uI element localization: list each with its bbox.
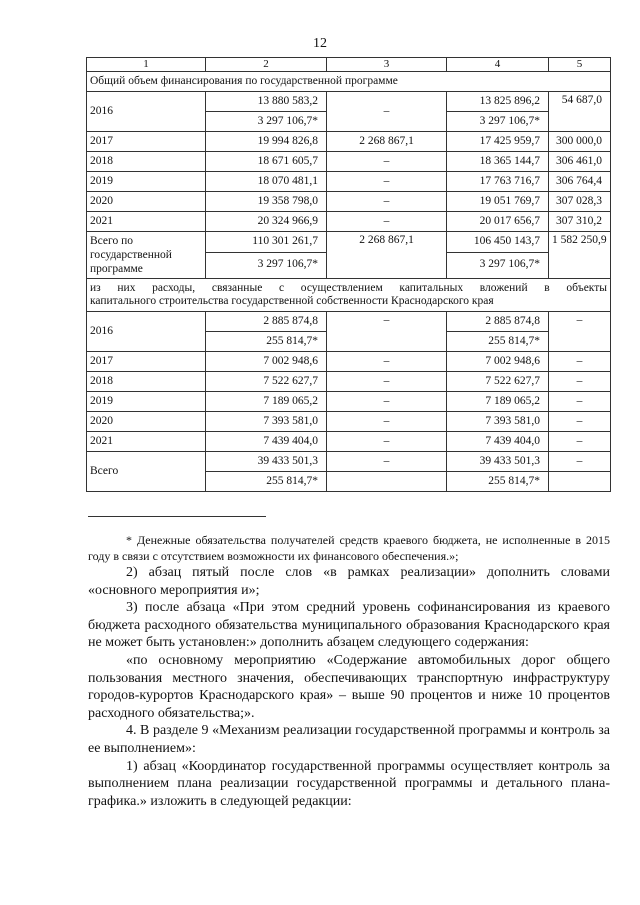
cell bbox=[549, 472, 611, 492]
year-cell: 2021 bbox=[87, 211, 206, 231]
cell: – bbox=[327, 91, 447, 131]
cell: – bbox=[549, 432, 611, 452]
cell: – bbox=[549, 352, 611, 372]
financing-table bbox=[86, 57, 611, 492]
cell: 255 814,7* bbox=[447, 332, 549, 352]
cell: 307 028,3 bbox=[549, 191, 611, 211]
cell: 106 450 143,7 bbox=[447, 231, 549, 252]
cell: 110 301 261,7 bbox=[206, 231, 327, 252]
cell: 17 763 716,7 bbox=[447, 171, 549, 191]
footnote: * Денежные обязательства получателей средств краевого бюджета, не исполненные в 2015 году в связи с отсутствием возможности их финансового обеспечения.»; bbox=[88, 533, 610, 563]
col-header: 5 bbox=[549, 58, 611, 72]
year-cell: 2016 bbox=[87, 91, 206, 131]
section-title-row bbox=[87, 71, 611, 91]
cell: 7 393 581,0 bbox=[447, 412, 549, 432]
cell: 306 764,4 bbox=[549, 171, 611, 191]
cell: 7 522 627,7 bbox=[447, 372, 549, 392]
table-row bbox=[87, 191, 611, 211]
cell: 7 439 404,0 bbox=[206, 432, 327, 452]
total-label-line: программе bbox=[90, 262, 143, 275]
cell: 2 268 867,1 bbox=[327, 131, 447, 151]
section-title-row bbox=[87, 278, 611, 311]
cell: 7 393 581,0 bbox=[206, 412, 327, 432]
cell: 255 814,7* bbox=[447, 472, 549, 492]
cell: – bbox=[327, 312, 447, 352]
cell: – bbox=[549, 312, 611, 352]
cell: 13 825 896,2 bbox=[447, 91, 549, 111]
cell: – bbox=[327, 412, 447, 432]
col-header: 4 bbox=[447, 58, 549, 72]
cell: 20 324 966,9 bbox=[206, 211, 327, 231]
cell: 3 297 106,7* bbox=[447, 111, 549, 131]
cell: 39 433 501,3 bbox=[206, 452, 327, 472]
year-cell: 2019 bbox=[87, 392, 206, 412]
section2-title-line: из них расходы, связанные с осуществлением капитальных вложений в объекты bbox=[90, 281, 607, 294]
cell: 255 814,7* bbox=[206, 472, 327, 492]
table-row bbox=[87, 131, 611, 151]
year-cell: 2018 bbox=[87, 372, 206, 392]
cell: 2 885 874,8 bbox=[206, 312, 327, 332]
year-cell: 2017 bbox=[87, 352, 206, 372]
total-label-line: Всего по bbox=[90, 234, 133, 247]
body-text bbox=[88, 532, 610, 810]
cell: – bbox=[327, 352, 447, 372]
cell: 307 310,2 bbox=[549, 211, 611, 231]
cell: 13 880 583,2 bbox=[206, 91, 327, 111]
table-row bbox=[87, 352, 611, 372]
cell: – bbox=[549, 412, 611, 432]
cell: 306 461,0 bbox=[549, 151, 611, 171]
cell: 3 297 106,7* bbox=[447, 252, 549, 278]
cell: 3 297 106,7* bbox=[206, 252, 327, 278]
cell: 54 687,0 bbox=[549, 91, 611, 131]
section2-title-line: капитального строительства государственной собственности Краснодарского края bbox=[90, 294, 494, 307]
table-total-row bbox=[87, 231, 611, 252]
total-label-line: государственной bbox=[90, 248, 172, 261]
table-total-row bbox=[87, 452, 611, 472]
cell: 18 671 605,7 bbox=[206, 151, 327, 171]
cell bbox=[327, 472, 447, 492]
paragraph: 4. В разделе 9 «Механизм реализации государственной программы и контроль за ее выполнением»: bbox=[88, 723, 610, 756]
cell: 3 297 106,7* bbox=[206, 111, 327, 131]
cell: – bbox=[549, 372, 611, 392]
table-row bbox=[87, 432, 611, 452]
paragraph: «по основному мероприятию «Содержание автомобильных дорог общего пользования местного значения, обеспечивающих транспортную инфраструктуру городов-курортов Краснодарского края» – выше 90 процентов и ниже 10 процентов расходного обязательства;». bbox=[88, 652, 610, 721]
table-row bbox=[87, 91, 611, 111]
cell: 19 051 769,7 bbox=[447, 191, 549, 211]
section2-title bbox=[87, 278, 611, 311]
cell: 7 189 065,2 bbox=[206, 392, 327, 412]
cell: – bbox=[327, 151, 447, 171]
cell: 19 358 798,0 bbox=[206, 191, 327, 211]
cell: – bbox=[327, 432, 447, 452]
year-cell: 2020 bbox=[87, 191, 206, 211]
cell: – bbox=[549, 392, 611, 412]
table-row bbox=[87, 211, 611, 231]
table-row bbox=[87, 171, 611, 191]
section1-title: Общий объем финансирования по государственной программе bbox=[87, 71, 611, 91]
year-cell: 2019 bbox=[87, 171, 206, 191]
cell: 7 189 065,2 bbox=[447, 392, 549, 412]
paragraph: 1) абзац «Координатор государственной программы осуществляет контроль за выполнением плана реализации государственной программы и детального плана-графика.» изложить в следующей редакции: bbox=[88, 758, 610, 809]
cell: 255 814,7* bbox=[206, 332, 327, 352]
cell: 18 365 144,7 bbox=[447, 151, 549, 171]
cell: – bbox=[327, 392, 447, 412]
footnote-divider bbox=[88, 516, 266, 517]
cell: 20 017 656,7 bbox=[447, 211, 549, 231]
total-label: Всего bbox=[87, 452, 206, 492]
cell: 1 582 250,9 bbox=[549, 231, 611, 278]
cell: 2 885 874,8 bbox=[447, 312, 549, 332]
cell: – bbox=[327, 452, 447, 472]
year-cell: 2016 bbox=[87, 312, 206, 352]
cell: 300 000,0 bbox=[549, 131, 611, 151]
page-number: 12 bbox=[313, 36, 327, 51]
year-cell: 2017 bbox=[87, 131, 206, 151]
cell: 7 002 948,6 bbox=[206, 352, 327, 372]
cell: 18 070 481,1 bbox=[206, 171, 327, 191]
total-label bbox=[87, 231, 206, 278]
cell: – bbox=[549, 452, 611, 472]
cell: – bbox=[327, 191, 447, 211]
cell: 7 522 627,7 bbox=[206, 372, 327, 392]
table-row bbox=[87, 372, 611, 392]
col-header: 2 bbox=[206, 58, 327, 72]
cell: 2 268 867,1 bbox=[327, 231, 447, 278]
year-cell: 2018 bbox=[87, 151, 206, 171]
year-cell: 2021 bbox=[87, 432, 206, 452]
year-cell: 2020 bbox=[87, 412, 206, 432]
table-row bbox=[87, 151, 611, 171]
cell: – bbox=[327, 171, 447, 191]
paragraph: 3) после абзаца «При этом средний уровень софинансирования из краевого бюджета расходного обязательства муниципального образования Краснодарского края не может быть установлен:» дополнить абзацем следующего содержания: bbox=[88, 600, 610, 651]
cell: 17 425 959,7 bbox=[447, 131, 549, 151]
cell: – bbox=[327, 372, 447, 392]
cell: 39 433 501,3 bbox=[447, 452, 549, 472]
cell: – bbox=[327, 211, 447, 231]
cell: 19 994 826,8 bbox=[206, 131, 327, 151]
table-row bbox=[87, 392, 611, 412]
table-header-row bbox=[87, 58, 611, 72]
col-header: 1 bbox=[87, 58, 206, 72]
cell: 7 439 404,0 bbox=[447, 432, 549, 452]
table-row bbox=[87, 312, 611, 332]
col-header: 3 bbox=[327, 58, 447, 72]
table-row bbox=[87, 412, 611, 432]
cell: 7 002 948,6 bbox=[447, 352, 549, 372]
paragraph: 2) абзац пятый после слов «в рамках реализации» дополнить словами «основного мероприятия и»; bbox=[88, 565, 610, 598]
